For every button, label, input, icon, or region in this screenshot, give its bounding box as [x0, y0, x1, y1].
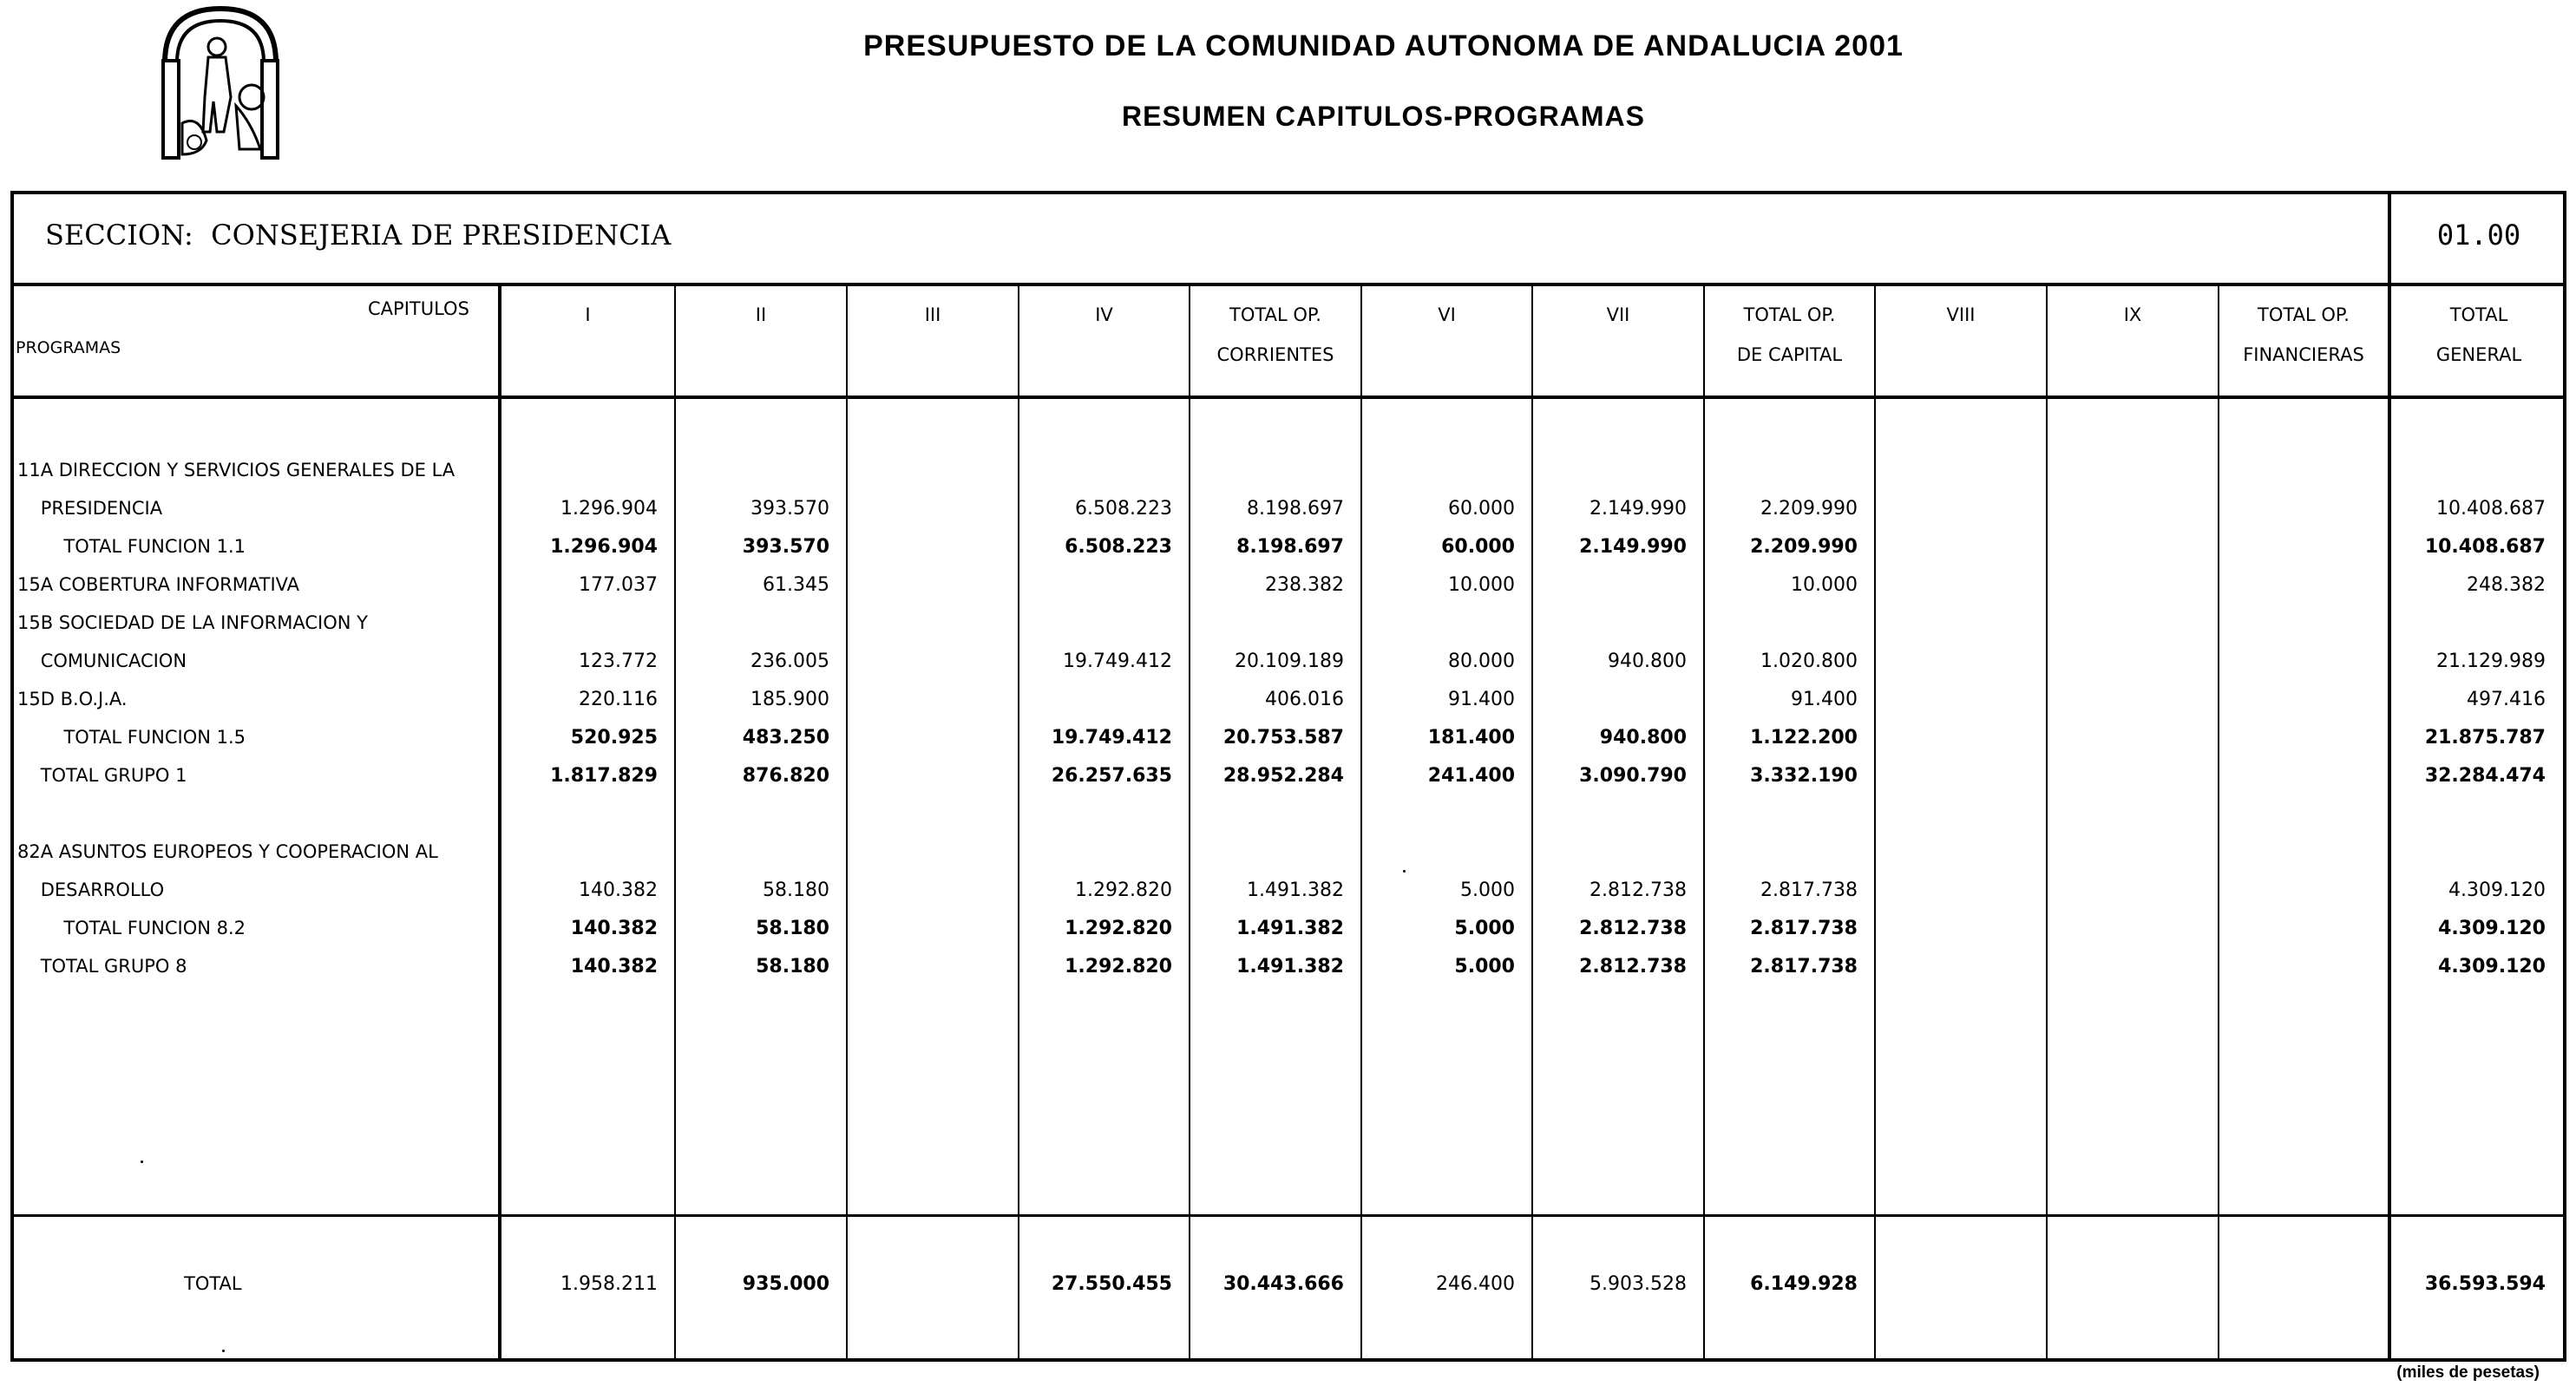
row-value: 497.416: [2467, 689, 2546, 710]
header-col-total-capital: [1705, 295, 1874, 375]
table-row: [10, 527, 2566, 566]
row-value: 4.309.120: [2448, 879, 2546, 901]
row-value: 80.000: [1448, 651, 1515, 672]
row-value: 4.309.120: [2438, 956, 2546, 977]
row-value: 19.749.412: [1063, 651, 1172, 672]
row-value: 140.382: [579, 879, 658, 901]
row-value: 4.309.120: [2438, 918, 2546, 939]
units-footnote: (miles de pesetas): [2396, 1363, 2540, 1382]
row-value: 123.772: [579, 651, 658, 672]
row-value: 483.250: [742, 727, 829, 749]
row-value: 3.332.190: [1750, 765, 1858, 787]
col-label: II: [755, 304, 767, 325]
row-value: 8.198.697: [1247, 498, 1344, 520]
row-value: 248.382: [2467, 574, 2546, 596]
row-label: TOTAL FUNCION 1.1: [17, 536, 246, 557]
col-label: VIII: [1946, 304, 1976, 325]
table-row: [10, 909, 2566, 947]
table-row: [10, 680, 2566, 718]
row-value: 58.180: [756, 918, 829, 939]
header-col-iv: [1019, 295, 1189, 335]
header-col-total-general: [2391, 295, 2566, 375]
row-value: 20.109.189: [1235, 651, 1344, 672]
row-value: 2.817.738: [1750, 918, 1858, 939]
table-row: [10, 642, 2566, 680]
row-value: 185.900: [751, 689, 829, 710]
col-label: VI: [1438, 304, 1456, 325]
row-value: 10.408.687: [2424, 536, 2546, 558]
table-row: [10, 451, 2566, 489]
col-label: IV: [1095, 304, 1113, 325]
row-value: 241.400: [1427, 765, 1515, 787]
row-label: PRESIDENCIA: [17, 498, 163, 519]
row-label: 15D B.O.J.A.: [17, 689, 128, 709]
row-label: TOTAL GRUPO 1: [17, 765, 187, 786]
row-value: 1.292.820: [1065, 918, 1172, 939]
row-label: TOTAL FUNCION 1.5: [17, 727, 246, 748]
table-row: [10, 718, 2566, 756]
row-value: 2.209.990: [1750, 536, 1858, 558]
coat-of-arms-logo: [156, 2, 285, 163]
total-label: TOTAL: [184, 1273, 242, 1294]
col-label: CORRIENTES: [1216, 344, 1334, 365]
row-value: 5.000: [1454, 918, 1515, 939]
header-capitulos: CAPITULOS: [368, 298, 469, 319]
page-subtitle: RESUMEN CAPITULOS-PROGRAMAS: [1121, 101, 1645, 132]
col-label: III: [924, 304, 941, 325]
scan-speck: [1403, 870, 1406, 873]
row-value: 58.180: [763, 879, 829, 901]
col-label: GENERAL: [2435, 344, 2522, 365]
row-value: 406.016: [1265, 689, 1344, 710]
total-value: 935.000: [742, 1273, 829, 1295]
row-value: 1.491.382: [1247, 879, 1344, 901]
row-value: 32.284.474: [2424, 765, 2546, 787]
row-value: 21.875.787: [2424, 727, 2546, 749]
total-value: 246.400: [1436, 1273, 1515, 1295]
row-value: 2.817.738: [1750, 956, 1858, 977]
row-value: 60.000: [1448, 498, 1515, 520]
scan-speck: [141, 1160, 143, 1163]
row-value: 6.508.223: [1075, 498, 1172, 520]
row-value: 1.292.820: [1065, 956, 1172, 977]
section-label: SECCION: CONSEJERIA DE PRESIDENCIA: [45, 219, 672, 252]
row-value: 1.296.904: [560, 498, 658, 520]
table-row: [10, 833, 2566, 871]
header-rule: [10, 396, 2566, 399]
total-row: [10, 1265, 2566, 1303]
table-row: [10, 947, 2566, 985]
col-label: I: [585, 304, 591, 325]
table-row: [10, 794, 2566, 833]
row-value: 140.382: [570, 918, 658, 939]
row-label: TOTAL FUNCION 8.2: [17, 918, 246, 938]
row-value: 28.952.284: [1222, 765, 1344, 787]
header-col-ix: [2048, 295, 2218, 335]
row-value: 5.000: [1454, 956, 1515, 977]
row-value: 26.257.635: [1051, 765, 1172, 787]
row-value: 2.817.738: [1760, 879, 1858, 901]
row-value: 1.491.382: [1236, 956, 1344, 977]
row-value: 1.817.829: [550, 765, 658, 787]
row-label: 15B SOCIEDAD DE LA INFORMACION Y: [17, 612, 368, 633]
col-label: TOTAL: [2449, 304, 2508, 325]
row-label: 11A DIRECCION Y SERVICIOS GENERALES DE LA: [17, 460, 456, 481]
row-label: 15A COBERTURA INFORMATIVA: [17, 574, 300, 595]
page-title: PRESUPUESTO DE LA COMUNIDAD AUTONOMA DE ANDALUCIA 2001: [863, 29, 1904, 62]
row-value: 177.037: [579, 574, 658, 596]
row-label: DESARROLLO: [17, 879, 165, 900]
row-value: 181.400: [1427, 727, 1515, 749]
row-value: 940.800: [1608, 651, 1687, 672]
header-col-total-financieras: [2219, 295, 2388, 375]
header-col-vi: [1362, 295, 1531, 335]
row-value: 393.570: [751, 498, 829, 520]
row-value: 2.209.990: [1760, 498, 1858, 520]
row-value: 10.000: [1448, 574, 1515, 596]
col-label: TOTAL OP.: [1229, 304, 1321, 325]
col-label: FINANCIERAS: [2243, 344, 2364, 365]
row-label: 82A ASUNTOS EUROPEOS Y COOPERACION AL: [17, 841, 438, 862]
row-value: 1.292.820: [1075, 879, 1172, 901]
total-value: 1.958.211: [560, 1273, 658, 1295]
row-value: 1.122.200: [1750, 727, 1858, 749]
row-value: 2.149.990: [1579, 536, 1687, 558]
scan-speck: [222, 1350, 225, 1352]
table-row: [10, 871, 2566, 909]
table-row: [10, 756, 2566, 794]
total-value: 27.550.455: [1051, 1273, 1172, 1295]
row-value: 21.129.989: [2436, 651, 2546, 672]
header-col-iii: [848, 295, 1018, 335]
row-value: 61.345: [763, 574, 829, 596]
header-col-ii: [676, 295, 846, 335]
row-value: 2.149.990: [1590, 498, 1687, 520]
table-row: [10, 489, 2566, 527]
row-value: 5.000: [1460, 879, 1515, 901]
header-col-viii: [1876, 295, 2046, 335]
row-value: 140.382: [570, 956, 658, 977]
row-value: 58.180: [756, 956, 829, 977]
row-value: 10.000: [1791, 574, 1858, 596]
row-value: 940.800: [1599, 727, 1687, 749]
row-value: 8.198.697: [1236, 536, 1344, 558]
row-value: 6.508.223: [1065, 536, 1172, 558]
total-value: 30.443.666: [1222, 1273, 1344, 1295]
row-value: 520.925: [570, 727, 658, 749]
col-label: DE CAPITAL: [1736, 344, 1843, 365]
row-value: 2.812.738: [1590, 879, 1687, 901]
row-value: 91.400: [1791, 689, 1858, 710]
row-value: 1.020.800: [1760, 651, 1858, 672]
row-value: 20.753.587: [1222, 727, 1344, 749]
table-row: [10, 604, 2566, 642]
total-value: 5.903.528: [1590, 1273, 1687, 1295]
col-label: TOTAL OP.: [1743, 304, 1836, 325]
table-row: [10, 566, 2566, 604]
row-value: 91.400: [1448, 689, 1515, 710]
total-value: 6.149.928: [1750, 1273, 1858, 1295]
row-value: 2.812.738: [1579, 918, 1687, 939]
row-value: 2.812.738: [1579, 956, 1687, 977]
header-col-vii: [1533, 295, 1703, 335]
row-value: 220.116: [579, 689, 658, 710]
row-value: 10.408.687: [2436, 498, 2546, 520]
col-label: VII: [1606, 304, 1630, 325]
header-programas: PROGRAMAS: [16, 338, 121, 357]
row-value: 1.296.904: [550, 536, 658, 558]
row-value: 19.749.412: [1051, 727, 1172, 749]
row-value: 60.000: [1441, 536, 1515, 558]
col-label: TOTAL OP.: [2258, 304, 2350, 325]
total-value: 36.593.594: [2424, 1273, 2546, 1295]
row-label: COMUNICACION: [17, 651, 187, 671]
row-value: 876.820: [742, 765, 829, 787]
row-value: 1.491.382: [1236, 918, 1344, 939]
row-label: TOTAL GRUPO 8: [17, 956, 187, 977]
row-value: 236.005: [751, 651, 829, 672]
total-rule: [10, 1214, 2566, 1217]
header-col-i: [501, 295, 674, 335]
row-value: 3.090.790: [1579, 765, 1687, 787]
section-code: 01.00: [2436, 219, 2521, 252]
col-label: IX: [2123, 304, 2142, 325]
row-value: 393.570: [742, 536, 829, 558]
row-value: 238.382: [1265, 574, 1344, 596]
header-col-total-corrientes: [1190, 295, 1360, 375]
